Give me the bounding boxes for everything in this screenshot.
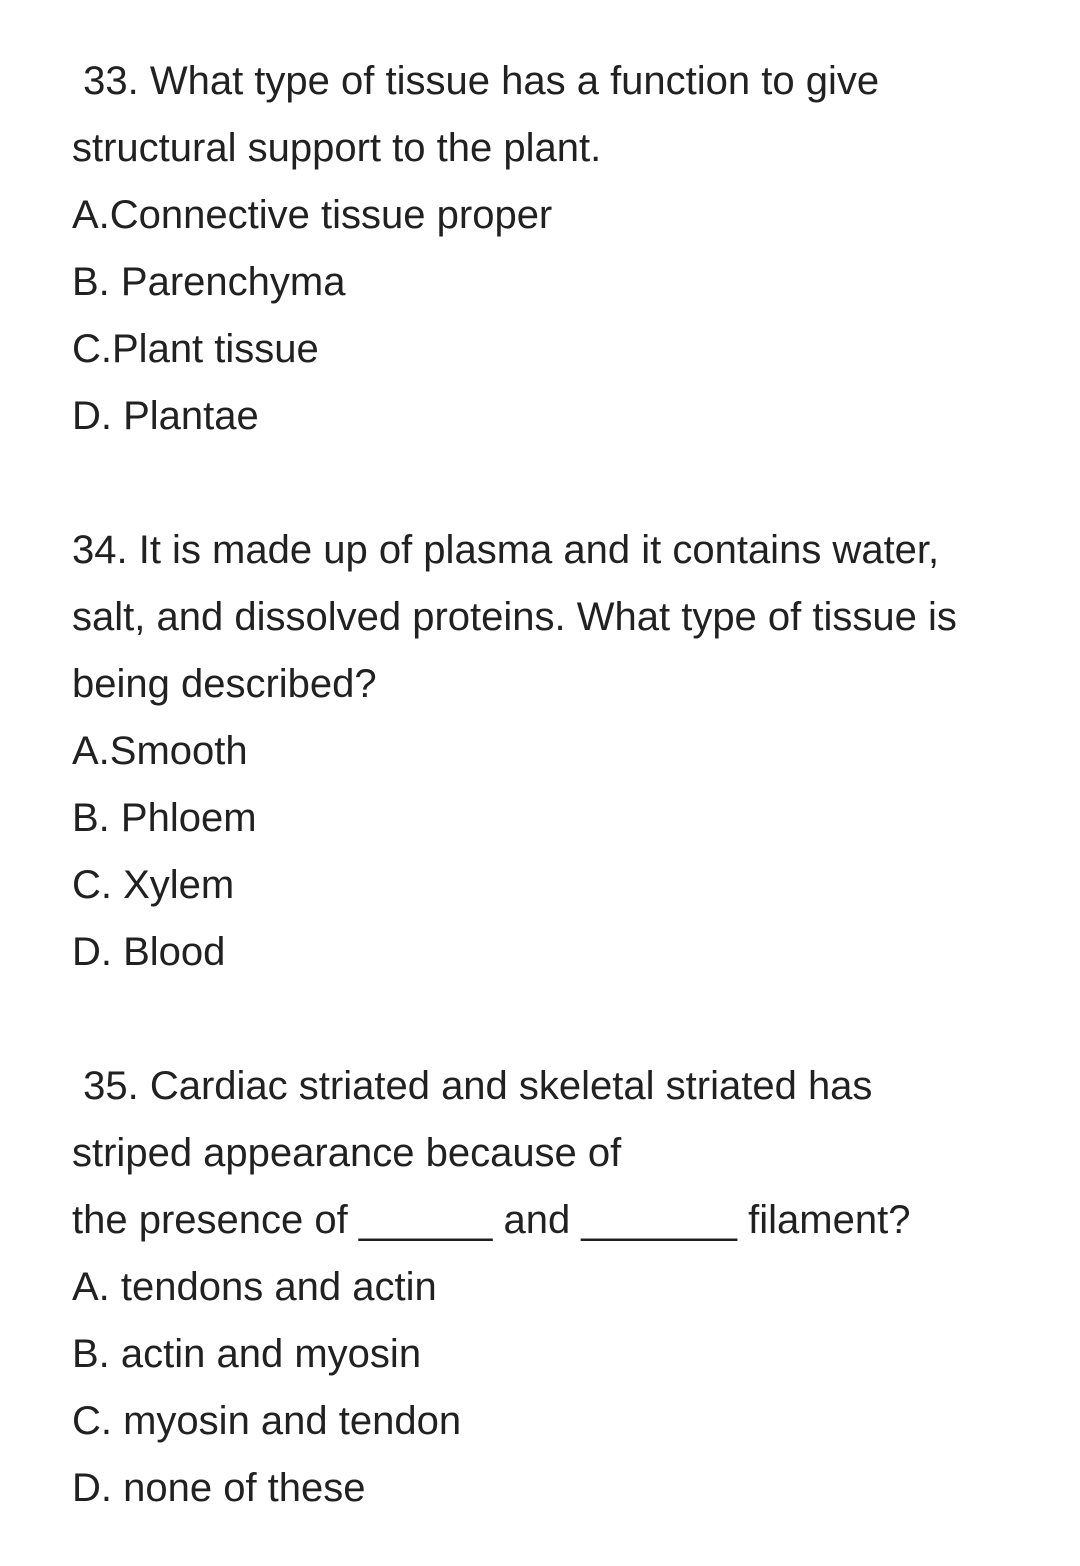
question-prompt-line: 33. What type of tissue has a function to give bbox=[72, 59, 880, 103]
question-prompt-line: 35. Cardiac striated and skeletal striated has bbox=[72, 1064, 873, 1108]
answer-option-b: B. Parenchyma bbox=[72, 260, 346, 304]
answer-option-c: C. Xylem bbox=[72, 863, 235, 907]
question-35 bbox=[72, 1053, 1040, 1522]
answer-option-d: D. Plantae bbox=[72, 394, 259, 438]
answer-option-d: D. none of these bbox=[72, 1466, 366, 1510]
answer-option-d: D. Blood bbox=[72, 930, 226, 974]
answer-option-c: C.Plant tissue bbox=[72, 327, 319, 371]
answer-option-a: A.Connective tissue proper bbox=[72, 193, 553, 237]
question-prompt-line: structural support to the plant. bbox=[72, 126, 602, 170]
question-33 bbox=[72, 48, 1040, 450]
answer-option-b: B. actin and myosin bbox=[72, 1332, 422, 1376]
question-prompt-line: salt, and dissolved proteins. What type of tissue is bbox=[72, 595, 957, 639]
answer-option-a: A.Smooth bbox=[72, 729, 248, 773]
question-prompt-line: 34. It is made up of plasma and it contains water, bbox=[72, 528, 940, 572]
question-prompt-line: the presence of ______ and _______ filament? bbox=[72, 1198, 911, 1242]
answer-option-c: C. myosin and tendon bbox=[72, 1399, 462, 1443]
answer-option-b: B. Phloem bbox=[72, 796, 257, 840]
question-prompt-line: being described? bbox=[72, 662, 377, 706]
question-34 bbox=[72, 517, 1040, 986]
answer-option-a: A. tendons and actin bbox=[72, 1265, 437, 1309]
question-prompt-line: striped appearance because of bbox=[72, 1131, 622, 1175]
